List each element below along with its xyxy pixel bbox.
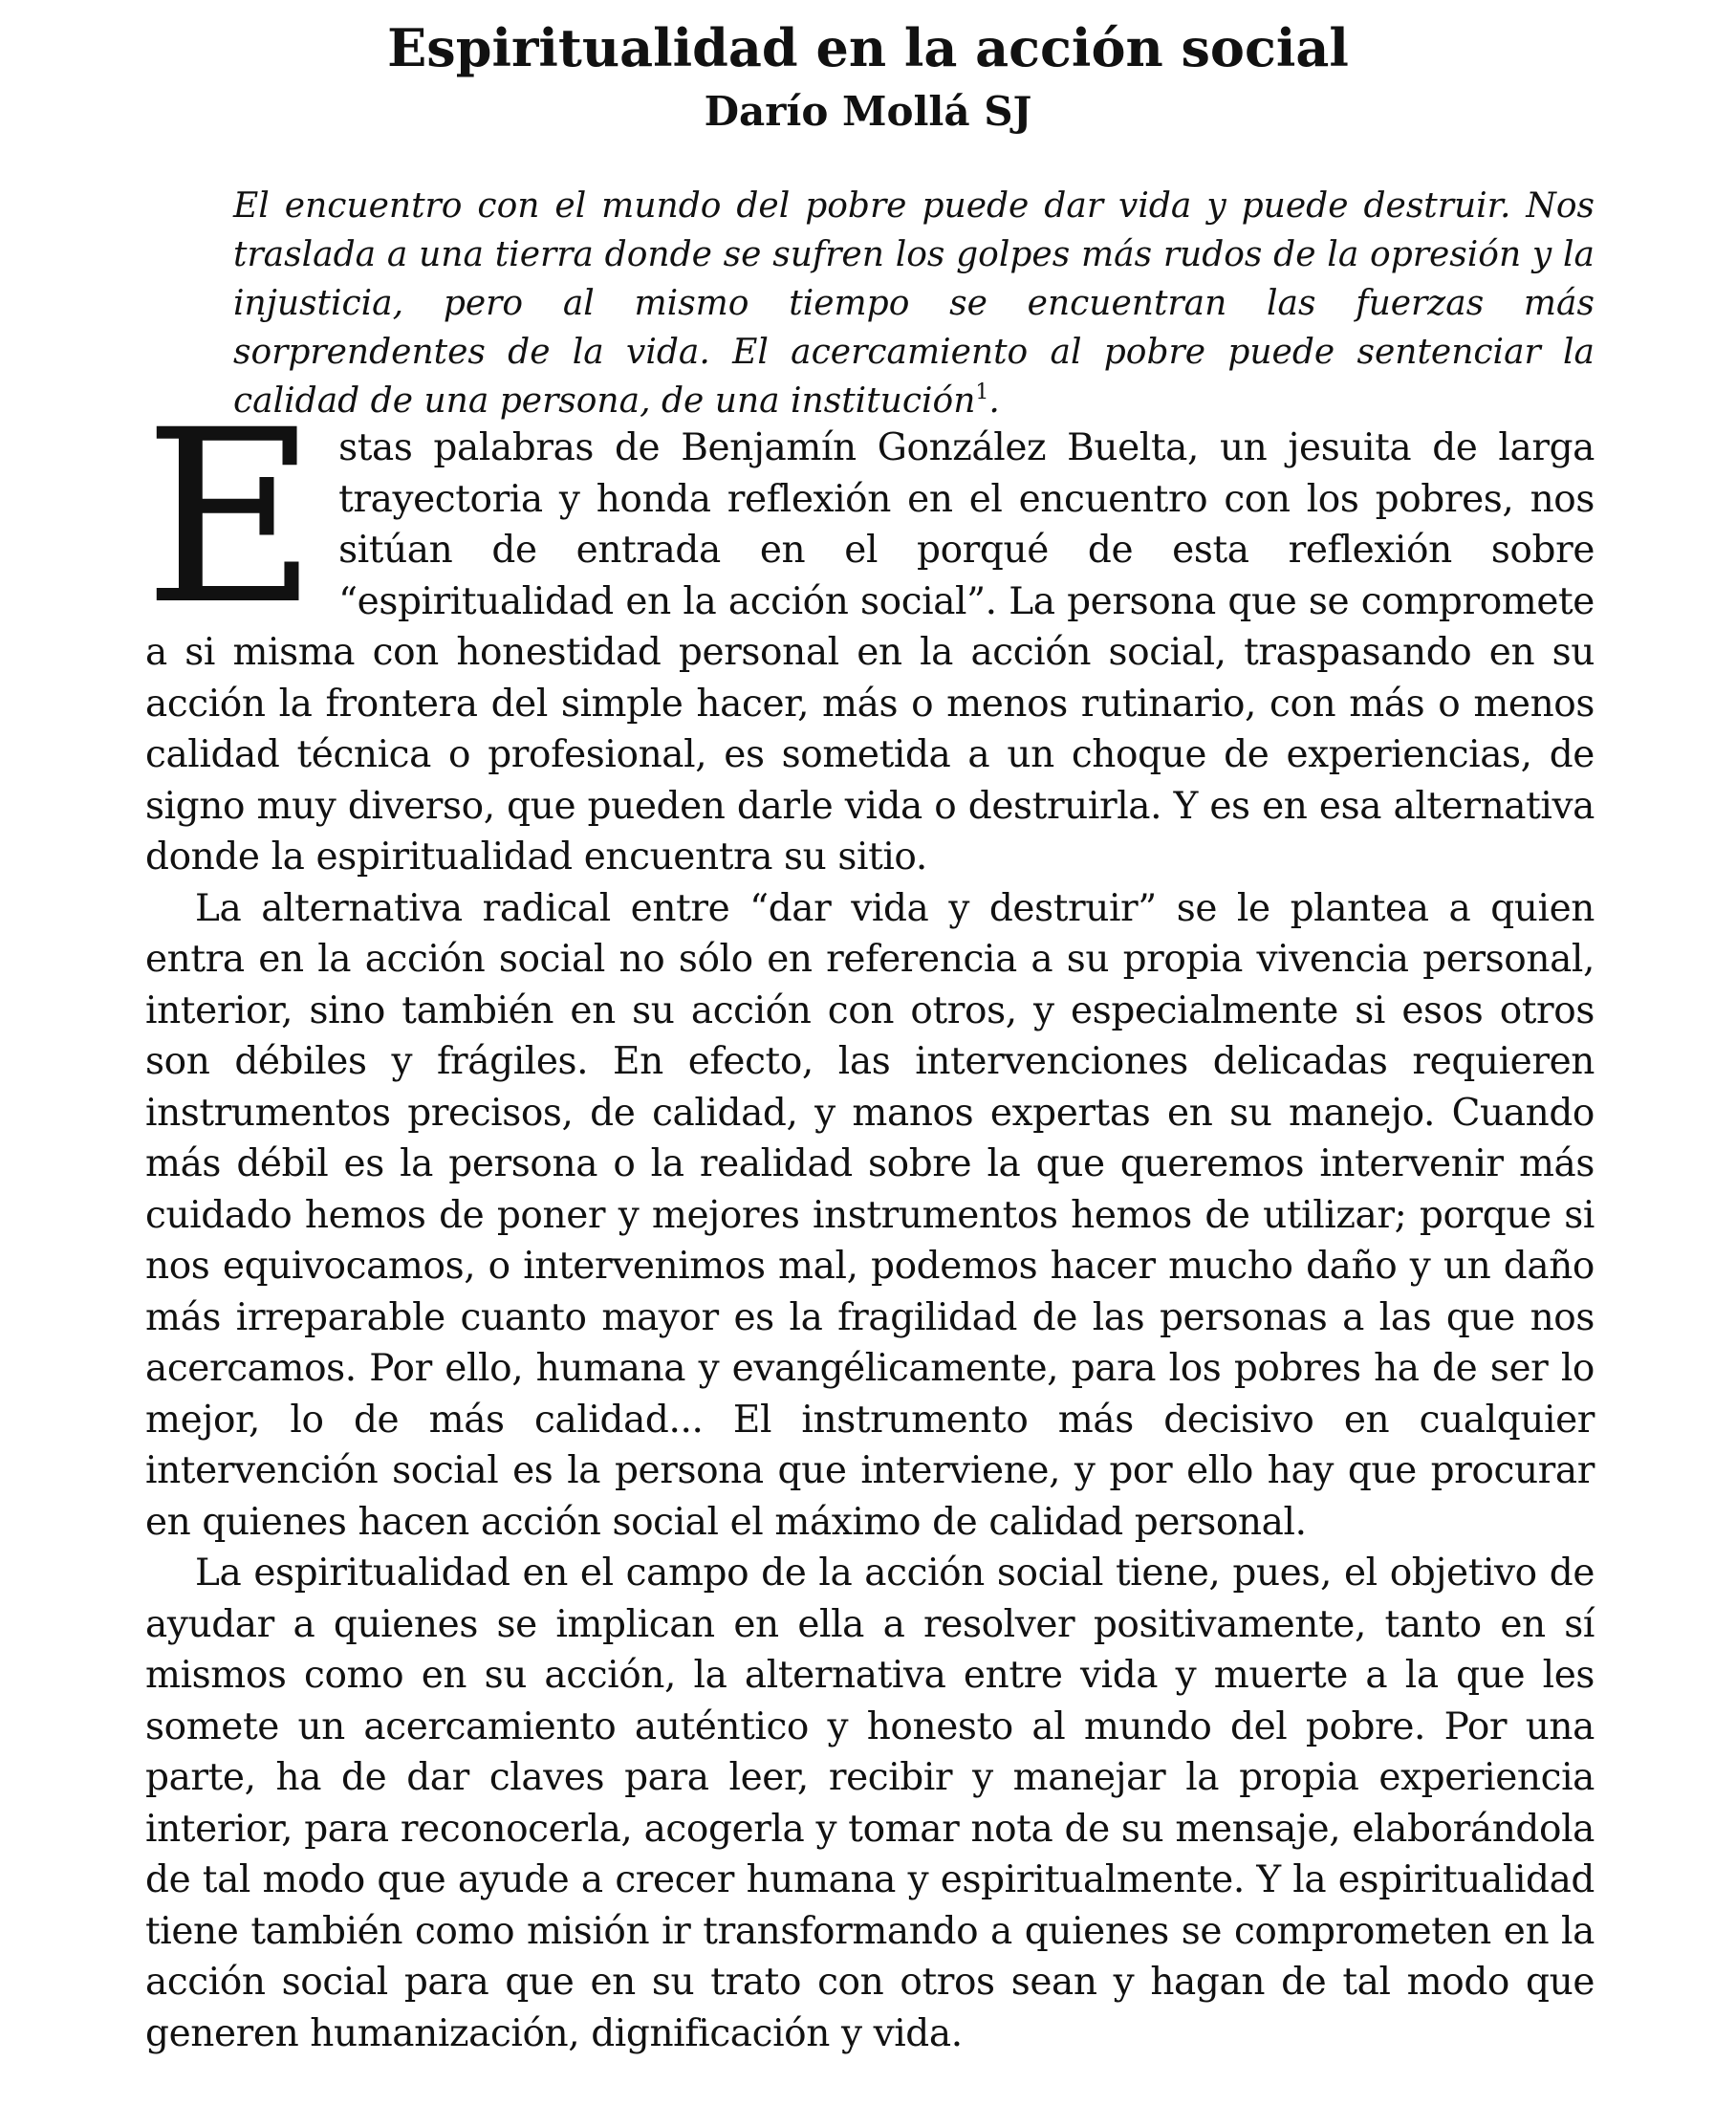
body-paragraph-2: La alternativa radical entre “dar vida y destruir” se le plantea a quien entra en la acción social no sólo en referencia a su propia vivencia personal, interior, sino también en su acción con otros, y especialmente si esos otros son débiles y frágiles. En efecto, las intervenciones delicadas requieren instrumentos precisos, de calidad, y manos expertas en su manejo. Cuando más débil es la persona o la realidad sobre la que queremos intervenir más cuidado hemos de poner y mejores instrumentos hemos de utilizar; porque si nos equivocamos, o intervenimos mal, podemos hacer mucho daño y un daño más irreparable cuanto mayor es la fragilidad de las personas a las que nos acercamos. Por ello, humana y evangélicamente, para los pobres ha de ser lo mejor, lo de más calidad... El instrumento más decisivo en cualquier intervención social es la persona que interviene, y por ello hay que procurar en quienes hacen acción social el máximo de calidad personal.	[145, 886, 1595, 1544]
paragraph-text: stas palabras de Benjamín González Buelta, un jesuita de larga trayectoria y honda reflexión en el encuentro con los pobres, nos sitúan de entrada en el porqué de esta reflexión sobre “espiritualidad en la acción social”. La persona que se compromete a si misma con honestidad personal en la acción social, traspasando en su acción la frontera del simple hacer, más o menos rutinario, con más o menos calidad técnica o profesional, es sometida a un choque de experiencias, de signo muy diverso, que pueden darle vida o destruirla. Y es en esa alternativa donde la espiritualidad encuentra su sitio.	[145, 426, 1595, 879]
drop-cap: E	[143, 379, 318, 657]
body-paragraph-3: La espiritualidad en el campo de la acción social tiene, pues, el objetivo de ayudar a quienes se implican en ella a resolver positivamente, tanto en sí mismos como en su acción, la alternativa entre vida y muerte a la que les somete un acercamiento auténtico y honesto al mundo del pobre. Por una parte, ha de dar claves para leer, recibir y manejar la propia experiencia interior, para reconocerla, acogerla y tomar nota de su mensaje, elaborándola de tal modo que ayude a crecer humana y espiritualmente. Y la espiritualidad tiene también como misión ir transformando a quienes se comprometen en la acción social para que en su trato con otros sean y hagan de tal modo que generen humanización, dignificación y vida.	[145, 1552, 1595, 2055]
page-title: Espiritualidad en la acción social	[387, 17, 1349, 78]
footnote-reference[interactable]: 1	[975, 380, 989, 404]
epigraph-text: El encuentro con el mundo del pobre puede dar vida y puede destruir. Nos traslada a una tierra donde se sufren los golpes más rudos de la opresión y la injusticia, pero al mismo tiempo se encuentran las fuerzas más sorprendentes de la vida. El acercamiento al pobre puede sentenciar la calidad de una persona, de una institución	[233, 186, 1595, 421]
article-body	[143, 379, 1595, 2059]
epigraph-end-punctuation: .	[988, 381, 1000, 421]
body-paragraph-1	[143, 379, 1595, 883]
author-name: Darío Mollá SJ	[704, 88, 1032, 135]
epigraph-quote	[233, 182, 1595, 425]
